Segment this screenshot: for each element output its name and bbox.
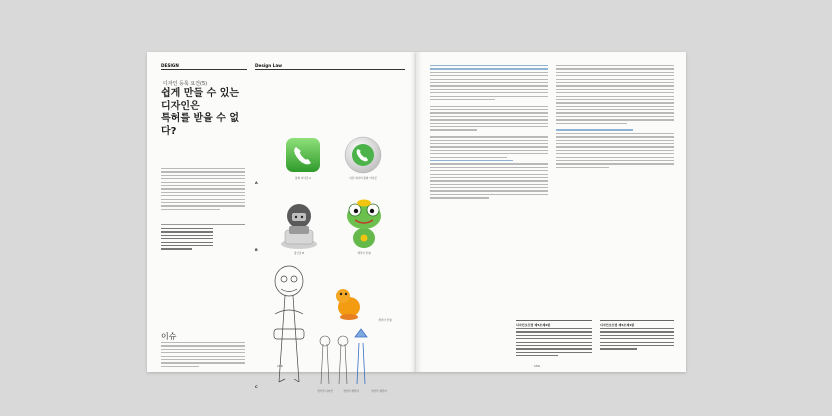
left-page-number: 156 bbox=[277, 364, 283, 368]
plate-label-a: A bbox=[255, 181, 258, 185]
bottom-caption-3: 젓가락 캐릭터 bbox=[371, 390, 387, 393]
kicker: 디자인 등록 요건(5) bbox=[163, 81, 208, 87]
book-gutter bbox=[410, 52, 422, 372]
note-rule bbox=[161, 224, 245, 225]
chopsticks-icon bbox=[259, 259, 379, 389]
bottom-caption-1: 젓가락 디자인 bbox=[317, 390, 333, 393]
phone-circle-icon bbox=[343, 135, 383, 175]
plate-label-b: B bbox=[255, 248, 258, 252]
caption-b1: 장난감 B bbox=[293, 252, 305, 255]
phone-icon bbox=[285, 137, 321, 173]
right-column-1 bbox=[430, 65, 548, 201]
caption-a1: 통화 아이콘 A bbox=[295, 177, 311, 180]
header-rule-right bbox=[255, 69, 405, 70]
title-line-3: 특허를 받을 수 없다? bbox=[161, 113, 240, 137]
header-rule-left bbox=[161, 69, 247, 70]
box2-title: 디자인보호법 제5조제1항 bbox=[600, 323, 635, 327]
title-line-2: 디자인은 bbox=[161, 100, 200, 112]
page-title bbox=[161, 88, 251, 138]
right-page bbox=[416, 52, 686, 372]
box1-title: 디자인보호법 제5조제2항 bbox=[516, 323, 551, 327]
caption-bear: 캐릭터 인형 bbox=[378, 319, 392, 322]
running-header: DESIGN bbox=[161, 63, 179, 68]
caption-a2: 다른 회사의 통화 아이콘 bbox=[349, 177, 377, 180]
box1-rule bbox=[516, 320, 592, 321]
intro-paragraph bbox=[161, 168, 245, 212]
caption-b2: 캐릭터 인형 bbox=[357, 252, 371, 255]
right-column-2 bbox=[556, 65, 674, 170]
title-line-1: 쉽게 만들 수 있는 bbox=[161, 88, 240, 99]
robot-toy-icon bbox=[275, 200, 323, 250]
left-page bbox=[147, 52, 416, 393]
issue-paragraph bbox=[161, 342, 245, 369]
section-title: 이슈 bbox=[161, 332, 177, 341]
section-header: Design Law bbox=[255, 63, 283, 68]
law-box-2 bbox=[600, 323, 674, 352]
box2-rule bbox=[600, 320, 674, 321]
bottom-caption-2: 젓가락 캐릭터 bbox=[343, 390, 359, 393]
plate-label-c: C bbox=[255, 385, 258, 389]
law-box-1 bbox=[516, 323, 592, 359]
note-block bbox=[161, 228, 213, 252]
right-page-number: 159 bbox=[534, 364, 540, 368]
frog-character-icon bbox=[343, 198, 385, 250]
